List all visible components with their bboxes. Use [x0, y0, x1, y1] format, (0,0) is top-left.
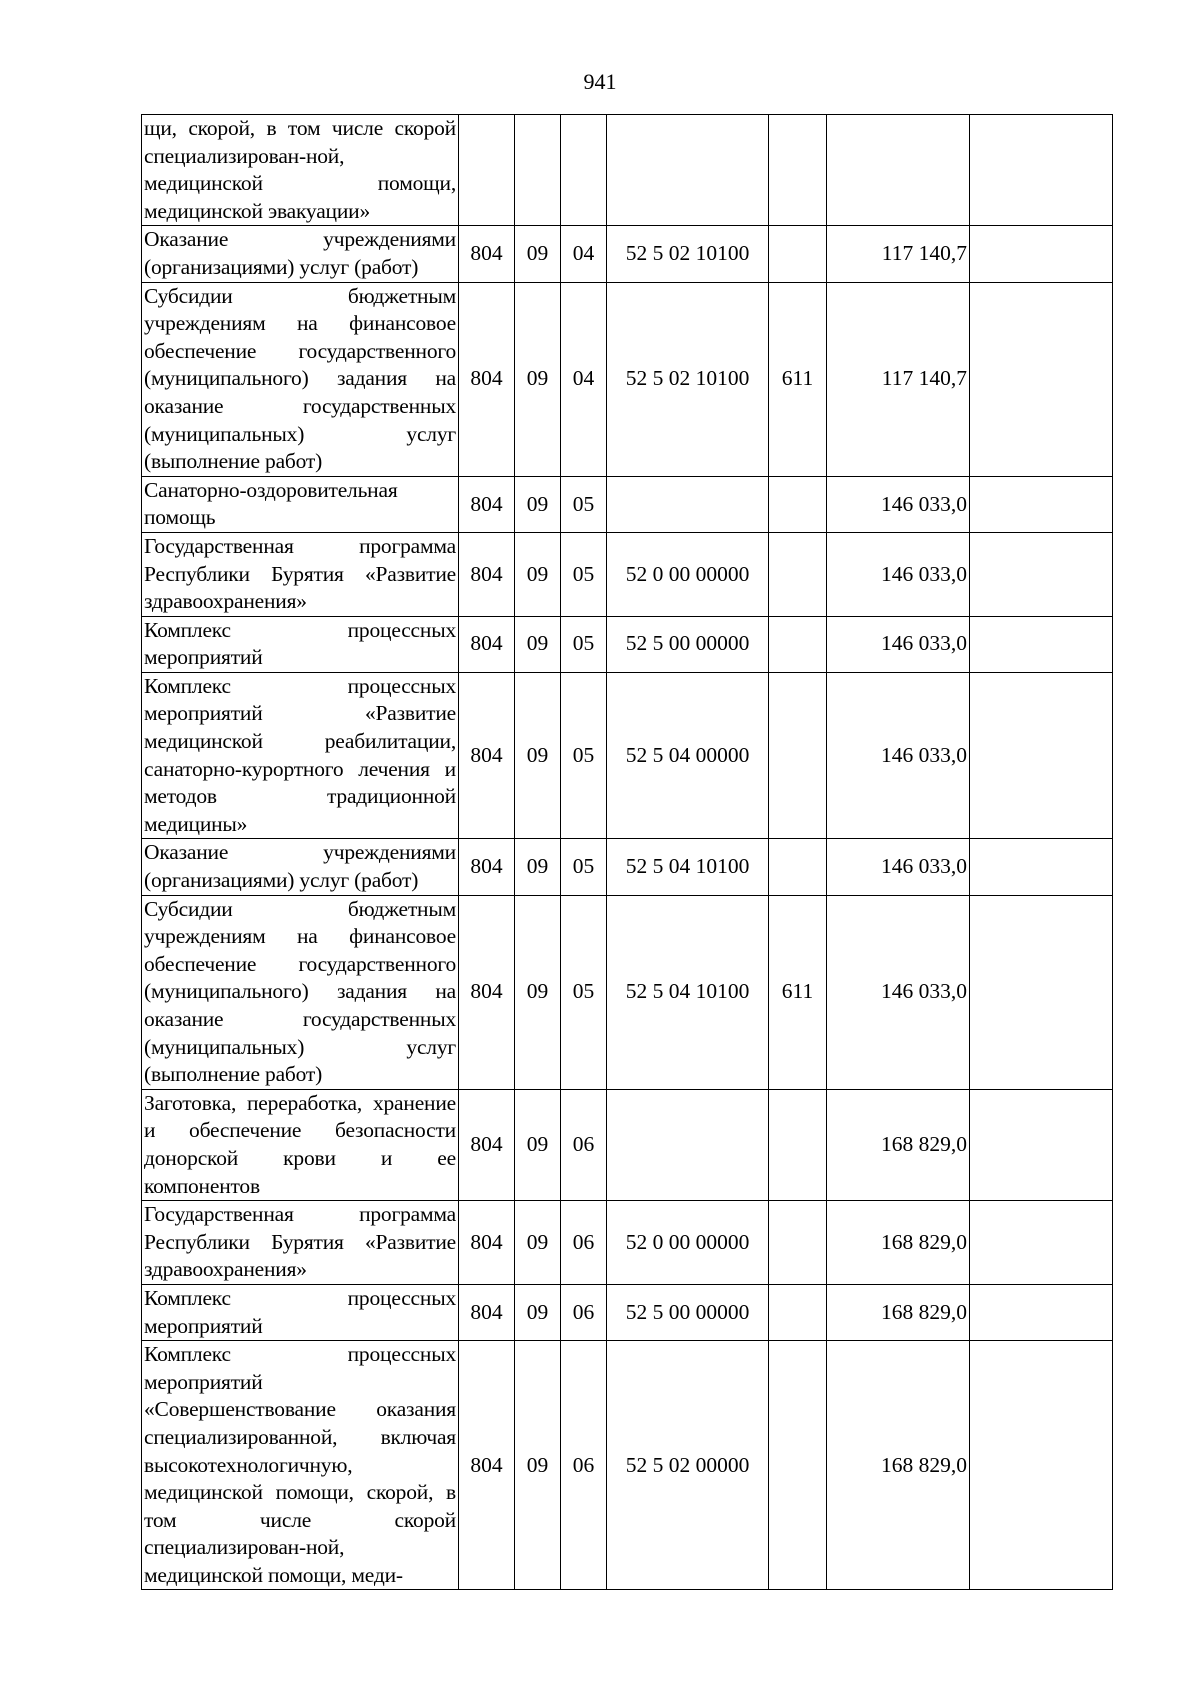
row-subsection-code-cell: 05 — [561, 532, 607, 616]
row-admin-code-cell: 804 — [459, 282, 515, 476]
row-name-cell: Санаторно-оздоровительная помощь — [142, 476, 459, 532]
table-row — [142, 115, 1113, 226]
row-expense-type-cell — [769, 476, 827, 532]
row-amount-cell: 146 033,0 — [827, 839, 970, 895]
row-admin-code-cell: 804 — [459, 839, 515, 895]
row-expense-type-cell — [769, 1201, 827, 1285]
table-row — [142, 532, 1113, 616]
row-extra-cell — [970, 616, 1113, 672]
row-name-cell: Комплекс процессных мероприятий — [142, 1284, 459, 1340]
row-name-cell: Комплекс процессных мероприятий «Развитие медицинской реабилитации, санаторно-курортного лечения и методов традиционной медицины» — [142, 672, 459, 839]
row-target-article-cell: 52 5 00 00000 — [607, 616, 769, 672]
row-extra-cell — [970, 839, 1113, 895]
row-amount-cell: 146 033,0 — [827, 895, 970, 1089]
row-subsection-code-cell: 06 — [561, 1201, 607, 1285]
row-expense-type-cell — [769, 532, 827, 616]
row-extra-cell — [970, 1201, 1113, 1285]
row-subsection-code-cell: 05 — [561, 895, 607, 1089]
page-number: 941 — [583, 69, 617, 94]
row-target-article-cell: 52 5 02 10100 — [607, 226, 769, 282]
row-admin-code-cell: 804 — [459, 1089, 515, 1200]
row-section-code-cell: 09 — [515, 839, 561, 895]
row-target-article-cell: 52 5 00 00000 — [607, 1284, 769, 1340]
row-target-article-cell: 52 5 02 00000 — [607, 1341, 769, 1590]
row-name-cell: Комплекс процессных мероприятий «Совершенствование оказания специализированной, включая высокотехнологичную, медицинской помощи, скорой, в том числе скорой специализирован-ной, медицинской помощи, меди- — [142, 1341, 459, 1590]
row-section-code-cell: 09 — [515, 1284, 561, 1340]
row-section-code-cell: 09 — [515, 1341, 561, 1590]
row-target-article-cell — [607, 476, 769, 532]
row-name-cell: Заготовка, переработка, хранение и обеспечение безопасности донорской крови и ее компонентов — [142, 1089, 459, 1200]
row-amount-cell: 146 033,0 — [827, 532, 970, 616]
row-subsection-code-cell: 06 — [561, 1089, 607, 1200]
budget-table-body — [142, 115, 1113, 1590]
table-row — [142, 226, 1113, 282]
table-row — [142, 839, 1113, 895]
table-row — [142, 616, 1113, 672]
row-extra-cell — [970, 532, 1113, 616]
row-subsection-code-cell: 04 — [561, 282, 607, 476]
row-target-article-cell: 52 5 04 10100 — [607, 895, 769, 1089]
table-row — [142, 476, 1113, 532]
row-name-cell: Оказание учреждениями (организациями) услуг (работ) — [142, 226, 459, 282]
row-section-code-cell: 09 — [515, 282, 561, 476]
table-row — [142, 1089, 1113, 1200]
row-expense-type-cell — [769, 226, 827, 282]
row-extra-cell — [970, 895, 1113, 1089]
row-expense-type-cell — [769, 1341, 827, 1590]
row-name-cell: Государственная программа Республики Бурятия «Развитие здравоохранения» — [142, 1201, 459, 1285]
row-section-code-cell: 09 — [515, 226, 561, 282]
row-name-cell: щи, скорой, в том числе скорой специализирован-ной, медицинской помощи, медицинской эвакуации» — [142, 115, 459, 226]
row-expense-type-cell — [769, 839, 827, 895]
row-expense-type-cell — [769, 672, 827, 839]
table-row — [142, 1201, 1113, 1285]
row-target-article-cell: 52 0 00 00000 — [607, 532, 769, 616]
row-admin-code-cell: 804 — [459, 226, 515, 282]
row-extra-cell — [970, 1341, 1113, 1590]
row-admin-code-cell: 804 — [459, 1201, 515, 1285]
row-extra-cell — [970, 476, 1113, 532]
row-target-article-cell: 52 0 00 00000 — [607, 1201, 769, 1285]
row-admin-code-cell: 804 — [459, 1341, 515, 1590]
row-section-code-cell: 09 — [515, 895, 561, 1089]
row-amount-cell: 117 140,7 — [827, 282, 970, 476]
row-extra-cell — [970, 226, 1113, 282]
row-target-article-cell: 52 5 02 10100 — [607, 282, 769, 476]
row-expense-type-cell — [769, 115, 827, 226]
row-admin-code-cell: 804 — [459, 532, 515, 616]
row-subsection-code-cell: 05 — [561, 672, 607, 839]
row-admin-code-cell: 804 — [459, 895, 515, 1089]
row-admin-code-cell — [459, 115, 515, 226]
row-extra-cell — [970, 1284, 1113, 1340]
row-subsection-code-cell: 05 — [561, 476, 607, 532]
row-extra-cell — [970, 1089, 1113, 1200]
row-subsection-code-cell: 04 — [561, 226, 607, 282]
row-expense-type-cell — [769, 616, 827, 672]
row-amount-cell: 168 829,0 — [827, 1284, 970, 1340]
row-subsection-code-cell — [561, 115, 607, 226]
row-amount-cell: 168 829,0 — [827, 1201, 970, 1285]
row-subsection-code-cell: 06 — [561, 1341, 607, 1590]
row-subsection-code-cell: 06 — [561, 1284, 607, 1340]
row-amount-cell: 117 140,7 — [827, 226, 970, 282]
row-subsection-code-cell: 05 — [561, 616, 607, 672]
row-extra-cell — [970, 115, 1113, 226]
row-admin-code-cell: 804 — [459, 616, 515, 672]
row-section-code-cell: 09 — [515, 532, 561, 616]
row-expense-type-cell: 611 — [769, 895, 827, 1089]
row-expense-type-cell — [769, 1089, 827, 1200]
row-name-cell: Оказание учреждениями (организациями) услуг (работ) — [142, 839, 459, 895]
table-row — [142, 895, 1113, 1089]
row-section-code-cell: 09 — [515, 476, 561, 532]
table-row — [142, 672, 1113, 839]
row-admin-code-cell: 804 — [459, 476, 515, 532]
row-name-cell: Субсидии бюджетным учреждениям на финансовое обеспечение государственного (муниципального) задания на оказание государственных (муниципальных) услуг (выполнение работ) — [142, 895, 459, 1089]
row-extra-cell — [970, 672, 1113, 839]
row-amount-cell: 146 033,0 — [827, 476, 970, 532]
row-admin-code-cell: 804 — [459, 1284, 515, 1340]
budget-table — [141, 114, 1113, 1590]
row-expense-type-cell: 611 — [769, 282, 827, 476]
row-section-code-cell: 09 — [515, 1201, 561, 1285]
row-section-code-cell: 09 — [515, 672, 561, 839]
table-row — [142, 1284, 1113, 1340]
row-target-article-cell — [607, 115, 769, 226]
row-amount-cell: 146 033,0 — [827, 672, 970, 839]
row-section-code-cell — [515, 115, 561, 226]
row-target-article-cell — [607, 1089, 769, 1200]
row-subsection-code-cell: 05 — [561, 839, 607, 895]
row-extra-cell — [970, 282, 1113, 476]
row-name-cell: Комплекс процессных мероприятий — [142, 616, 459, 672]
row-amount-cell: 146 033,0 — [827, 616, 970, 672]
row-name-cell: Государственная программа Республики Бурятия «Развитие здравоохранения» — [142, 532, 459, 616]
row-target-article-cell: 52 5 04 10100 — [607, 839, 769, 895]
row-target-article-cell: 52 5 04 00000 — [607, 672, 769, 839]
row-name-cell: Субсидии бюджетным учреждениям на финансовое обеспечение государственного (муниципального) задания на оказание государственных (муниципальных) услуг (выполнение работ) — [142, 282, 459, 476]
row-expense-type-cell — [769, 1284, 827, 1340]
table-row — [142, 282, 1113, 476]
row-admin-code-cell: 804 — [459, 672, 515, 839]
row-section-code-cell: 09 — [515, 616, 561, 672]
row-amount-cell — [827, 115, 970, 226]
row-amount-cell: 168 829,0 — [827, 1341, 970, 1590]
row-amount-cell: 168 829,0 — [827, 1089, 970, 1200]
table-row — [142, 1341, 1113, 1590]
row-section-code-cell: 09 — [515, 1089, 561, 1200]
